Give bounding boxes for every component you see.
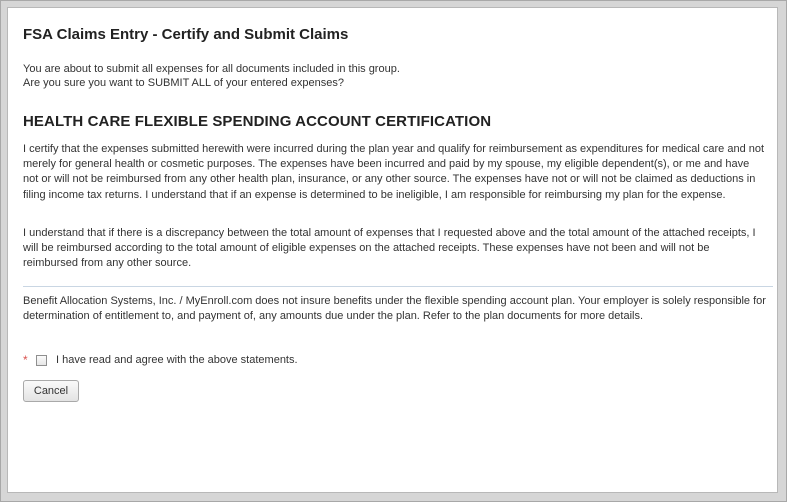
certify-submit-dialog [7,7,778,493]
cancel-button[interactable]: Cancel [23,380,79,402]
certification-paragraph-2: I understand that if there is a discrepancy between the total amount of expenses that I requested above and the total amount of the attached receipts, I will be reimbursed according to the total amount of eligible expenses on the attached receipts. These expenses have not been and will not be reimbursed from any other source. [23,227,756,270]
agree-label[interactable]: I have read and agree with the above statements. [56,354,298,366]
agree-checkbox[interactable] [36,355,47,366]
section-divider [23,286,773,287]
agree-row [23,352,298,368]
certification-heading: HEALTH CARE FLEXIBLE SPENDING ACCOUNT CERTIFICATION [23,113,492,130]
disclaimer-text: Benefit Allocation Systems, Inc. / MyEnroll.com does not insure benefits under the flexible spending account plan. Your employer is solely responsible for determination of entitlement to, and payment of, any amounts due under the plan. Refer to the plan documents for more details. [23,295,766,323]
certification-paragraph-1: I certify that the expenses submitted herewith were incurred during the plan year and qualify for reimbursement as expenditures for medical care and not merely for general health or cosmetic purposes. The expenses have been incurred and paid by my spouse, my eligible dependent(s), or me and have not or will not be reimbursed from any other health plan, insurance, or any other source. The expenses have not or will not be claimed as deductions in filing income tax returns. I understand that if an expense is determined to be ineligible, I am responsible for reimbursing my plan for the expense. [23,143,765,201]
required-marker: * [23,353,28,367]
intro-line-1: You are about to submit all expenses for all documents included in this group. [23,63,400,75]
intro-text [23,62,400,90]
intro-line-2: Are you sure you want to SUBMIT ALL of your entered expenses? [23,77,345,89]
dialog-title: FSA Claims Entry - Certify and Submit Claims [23,26,349,43]
